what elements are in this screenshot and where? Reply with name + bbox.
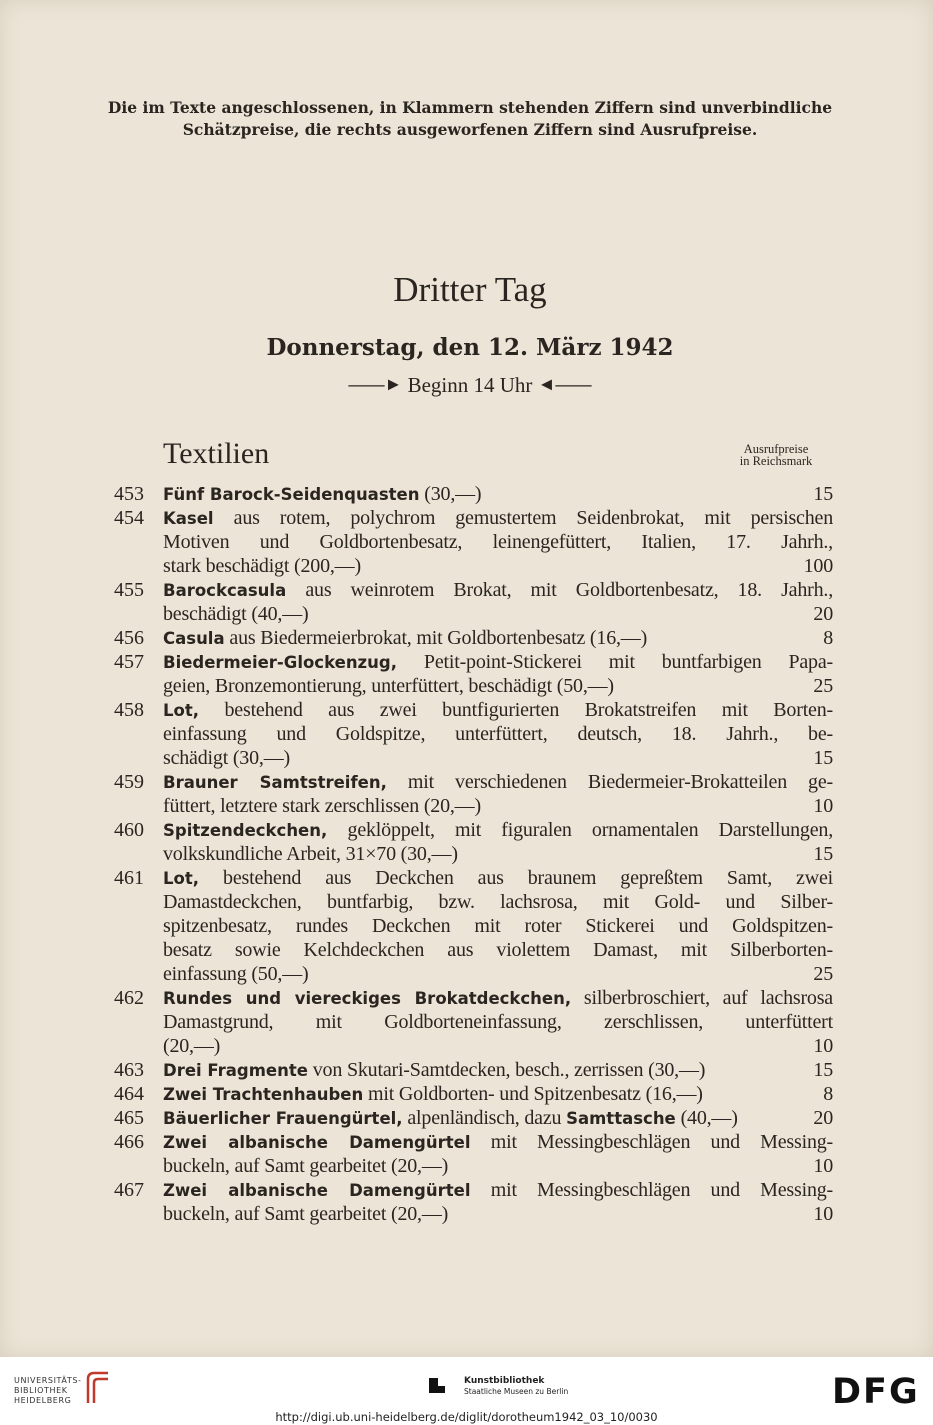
uni-line-2: BIBLIOTHEK <box>14 1386 68 1395</box>
lot-text-line <box>163 674 833 698</box>
lot-description <box>163 770 833 818</box>
lot-line-text <box>163 794 481 818</box>
lot-title: Bäuerlicher Frauengürtel, <box>163 1109 403 1128</box>
lot-text-line <box>163 1154 833 1178</box>
lot-text: aus rotem, polychrom gemustertem Seidenbrokat, mit persischen <box>213 507 833 529</box>
lot-number: 458 <box>114 699 144 721</box>
lot-text-line <box>163 626 833 650</box>
lot-line-text <box>163 746 290 770</box>
museen-name: Staatliche Museen zu Berlin <box>464 1387 569 1396</box>
lot-text: schädigt (30,—) <box>163 747 290 769</box>
lot-text-line <box>163 1058 833 1082</box>
lot-title: Zwei Trachtenhauben <box>163 1085 364 1104</box>
lot-entry <box>0 986 933 1058</box>
starting-price: 15 <box>813 843 833 865</box>
lot-entry <box>0 578 933 626</box>
lot-entry <box>0 818 933 866</box>
lot-text-line <box>163 986 833 1010</box>
lot-title: Casula <box>163 629 225 648</box>
lot-text-line <box>163 962 833 986</box>
lot-text: (20,—) <box>163 1035 221 1057</box>
starting-price: 15 <box>813 483 833 505</box>
lot-text-line <box>163 890 833 914</box>
lot-text-line <box>163 1202 833 1226</box>
lot-text: geien, Bronzemontierung, unterfüttert, beschädigt (50,—) <box>163 675 614 697</box>
lot-text: mit Messingbeschlägen und Messing- <box>470 1179 834 1201</box>
uni-line-1: UNIVERSITÄTS- <box>14 1376 82 1385</box>
lot-number: 457 <box>114 651 144 673</box>
day-title: Dritter Tag <box>393 270 547 309</box>
lot-text: bestehend aus zwei buntfigurierten Brokatstreifen mit Borten- <box>199 699 833 721</box>
starting-price: 10 <box>813 795 833 817</box>
lot-number: 455 <box>114 579 144 601</box>
lot-title: Rundes und viereckiges Brokatdeckchen, <box>163 989 572 1008</box>
lot-text: silberbroschiert, auf lachsrosa <box>571 987 833 1009</box>
lot-number: 467 <box>114 1179 144 1201</box>
lot-line-text <box>163 602 308 626</box>
lot-list <box>0 482 933 1226</box>
starting-price: 20 <box>813 1107 833 1129</box>
lot-text: besatz sowie Kelchdeckchen aus violettem Damast, mit Silberborten- <box>163 939 833 961</box>
lot-entry <box>0 482 933 506</box>
lot-entry <box>0 698 933 770</box>
lot-description <box>163 1058 833 1082</box>
starting-price: 8 <box>823 627 833 649</box>
lot-number: 464 <box>114 1083 144 1105</box>
lot-text-line <box>163 1106 833 1130</box>
lot-title: Brauner Samtstreifen, <box>163 773 387 792</box>
lot-title: Biedermeier-Glockenzug, <box>163 653 397 672</box>
lot-description <box>163 650 833 698</box>
lot-line-text <box>163 1058 705 1082</box>
lot-text: alpenländisch, dazu <box>402 1107 567 1129</box>
lot-text-line <box>163 578 833 602</box>
lot-description <box>163 482 833 506</box>
lot-number: 456 <box>114 627 144 649</box>
lot-description <box>163 1130 833 1178</box>
lot-text: Damastdeckchen, buntfarbig, bzw. lachsrosa, mit Gold- und Silber- <box>163 891 833 913</box>
lot-number: 459 <box>114 771 144 793</box>
auction-date: Donnerstag, den 12. März 1942 <box>266 334 674 361</box>
price-column-header <box>712 443 840 467</box>
lot-number: 465 <box>114 1107 144 1129</box>
lot-line-text <box>163 1034 220 1058</box>
starting-price: 15 <box>813 1059 833 1081</box>
left-arrow-icon: ◄—— <box>537 374 592 394</box>
starting-price: 20 <box>813 603 833 625</box>
lot-text-line <box>163 698 833 722</box>
lot-number: 454 <box>114 507 144 529</box>
price-header-line-1: Ausrufpreise <box>743 442 809 456</box>
lot-text: stark beschädigt (200,—) <box>163 555 361 577</box>
lot-text: spitzenbesatz, rundes Deckchen mit roter Stickerei und Goldspitzen- <box>163 915 833 937</box>
lot-line-text <box>163 1082 703 1106</box>
lot-text: mit verschiedenen Biedermeier-Brokatteilen ge- <box>386 771 833 793</box>
lot-description <box>163 698 833 770</box>
lot-text-line <box>163 1010 833 1034</box>
lot-text: einfassung (50,—) <box>163 963 309 985</box>
lot-line-text <box>163 842 458 866</box>
lot-text-line <box>163 722 833 746</box>
kunstbibliothek-label <box>464 1376 568 1397</box>
lot-text: einfassung und Goldspitze, unterfüttert, deutsch, 18. Jahrh., be- <box>163 723 833 745</box>
lot-entry <box>0 1106 933 1130</box>
lot-text: mit Goldborten- und Spitzenbesatz (16,—) <box>363 1083 703 1105</box>
lot-line-text <box>163 962 308 986</box>
lot-text: beschädigt (40,—) <box>163 603 309 625</box>
kunstbibliothek-logo-icon <box>426 1374 448 1396</box>
lot-title: Lot, <box>163 701 200 720</box>
lot-text: (30,—) <box>419 483 482 505</box>
lot-line-text <box>163 1106 738 1130</box>
dfg-logo: DFG <box>832 1372 920 1412</box>
lot-text: mit Messingbeschlägen und Messing- <box>470 1131 834 1153</box>
lot-text-line <box>163 530 833 554</box>
lot-text-line <box>163 554 833 578</box>
starting-price: 10 <box>813 1203 833 1225</box>
lot-title: Kasel <box>163 509 214 528</box>
lot-description <box>163 1106 833 1130</box>
lot-text: Damastgrund, mit Goldborteneinfassung, zerschlissen, unterfüttert <box>163 1011 833 1033</box>
lot-text-line <box>163 818 833 842</box>
lot-number: 460 <box>114 819 144 841</box>
lot-text: buckeln, auf Samt gearbeitet (20,—) <box>163 1203 449 1225</box>
lot-number: 462 <box>114 987 144 1009</box>
lot-text: volkskundliche Arbeit, 31×70 (30,—) <box>163 843 458 865</box>
lot-line-text <box>163 626 647 650</box>
starting-price: 25 <box>813 963 833 985</box>
lot-number: 453 <box>114 483 144 505</box>
lot-description <box>163 1082 833 1106</box>
lot-text-line <box>163 506 833 530</box>
starting-price: 25 <box>813 675 833 697</box>
lot-title: Samttasche <box>566 1109 676 1128</box>
lot-number: 463 <box>114 1059 144 1081</box>
lot-line-text <box>163 674 614 698</box>
start-time-text: Beginn 14 Uhr <box>407 373 533 397</box>
lot-text-line <box>163 482 833 506</box>
lot-text: füttert, letztere stark zerschlissen (20,—) <box>163 795 481 817</box>
lot-entry <box>0 1082 933 1106</box>
note-line-2: Schätzpreise, die rechts ausgeworfenen Ziffern sind Ausrufpreise. <box>182 120 758 139</box>
starting-price: 10 <box>813 1035 833 1057</box>
lot-entry <box>0 770 933 818</box>
kunstbibliothek-name: Kunstbibliothek <box>464 1376 545 1386</box>
uni-line-3: HEIDELBERG <box>14 1396 72 1405</box>
lot-text: von Skutari-Samtdecken, besch., zerrissen (30,—) <box>307 1059 706 1081</box>
lot-title: Zwei albanische Damengürtel <box>163 1181 471 1200</box>
lot-line-text <box>163 482 481 506</box>
lot-entry <box>0 1178 933 1226</box>
lot-entry <box>0 626 933 650</box>
lot-text-line <box>163 1178 833 1202</box>
lot-text-line <box>163 1130 833 1154</box>
lot-title: Barockcasula <box>163 581 287 600</box>
lot-text: Motiven und Goldbortenbesatz, leinengefüttert, Italien, 17. Jahrh., <box>163 531 833 553</box>
lot-text-line <box>163 1082 833 1106</box>
lot-text-line <box>163 602 833 626</box>
price-header-line-2: in Reichsmark <box>739 454 813 468</box>
lot-entry <box>0 650 933 698</box>
lot-text-line <box>163 938 833 962</box>
lot-line-text <box>163 1154 448 1178</box>
note-line-1: Die im Texte angeschlossenen, in Klammern stehenden Ziffern sind unverbindliche <box>107 98 833 117</box>
lot-description <box>163 506 833 578</box>
lot-description <box>163 986 833 1058</box>
lot-title: Zwei albanische Damengürtel <box>163 1133 471 1152</box>
lot-text-line <box>163 746 833 770</box>
lot-text-line <box>163 650 833 674</box>
start-time <box>0 373 933 398</box>
lot-text: geklöppelt, mit figuralen ornamentalen Darstellungen, <box>327 819 833 841</box>
lot-text-line <box>163 866 833 890</box>
lot-description <box>163 818 833 866</box>
lot-entry <box>0 506 933 578</box>
lot-number: 466 <box>114 1131 144 1153</box>
lot-description <box>163 626 833 650</box>
lot-text: aus Biedermeierbrokat, mit Goldbortenbesatz (16,—) <box>224 627 648 649</box>
lot-text-line <box>163 914 833 938</box>
lot-description <box>163 578 833 626</box>
lot-description <box>163 866 833 986</box>
lot-line-text <box>163 1202 448 1226</box>
university-logo-icon <box>82 1369 112 1405</box>
lot-entry <box>0 1130 933 1178</box>
lot-text-line <box>163 794 833 818</box>
lot-text: buckeln, auf Samt gearbeitet (20,—) <box>163 1155 449 1177</box>
right-arrow-icon: ——► <box>348 374 403 394</box>
lot-title: Drei Fragmente <box>163 1061 308 1080</box>
university-library-name <box>14 1376 82 1406</box>
lot-entry <box>0 866 933 986</box>
lot-text-line <box>163 1034 833 1058</box>
lot-entry <box>0 1058 933 1082</box>
lot-description <box>163 1178 833 1226</box>
estimate-note <box>70 97 870 141</box>
section-title: Textilien <box>163 437 270 470</box>
lot-title: Fünf Barock-Seidenquasten <box>163 485 420 504</box>
source-url[interactable]: http://digi.ub.uni-heidelberg.de/diglit/dorotheum1942_03_10/0030 <box>275 1410 658 1424</box>
starting-price: 15 <box>813 747 833 769</box>
starting-price: 8 <box>823 1083 833 1105</box>
lot-text: Petit-point-Stickerei mit buntfarbigen Papa- <box>397 651 833 673</box>
starting-price: 10 <box>813 1155 833 1177</box>
starting-price: 100 <box>803 555 833 577</box>
lot-text: aus weinrotem Brokat, mit Goldbortenbesatz, 18. Jahrh., <box>286 579 833 601</box>
lot-line-text <box>163 554 361 578</box>
lot-text-line <box>163 770 833 794</box>
lot-text: (40,—) <box>675 1107 738 1129</box>
lot-title: Spitzendeckchen, <box>163 821 328 840</box>
lot-text: bestehend aus Deckchen aus braunem gepreßtem Samt, zwei <box>199 867 833 889</box>
lot-title: Lot, <box>163 869 200 888</box>
lot-text-line <box>163 842 833 866</box>
lot-number: 461 <box>114 867 144 889</box>
